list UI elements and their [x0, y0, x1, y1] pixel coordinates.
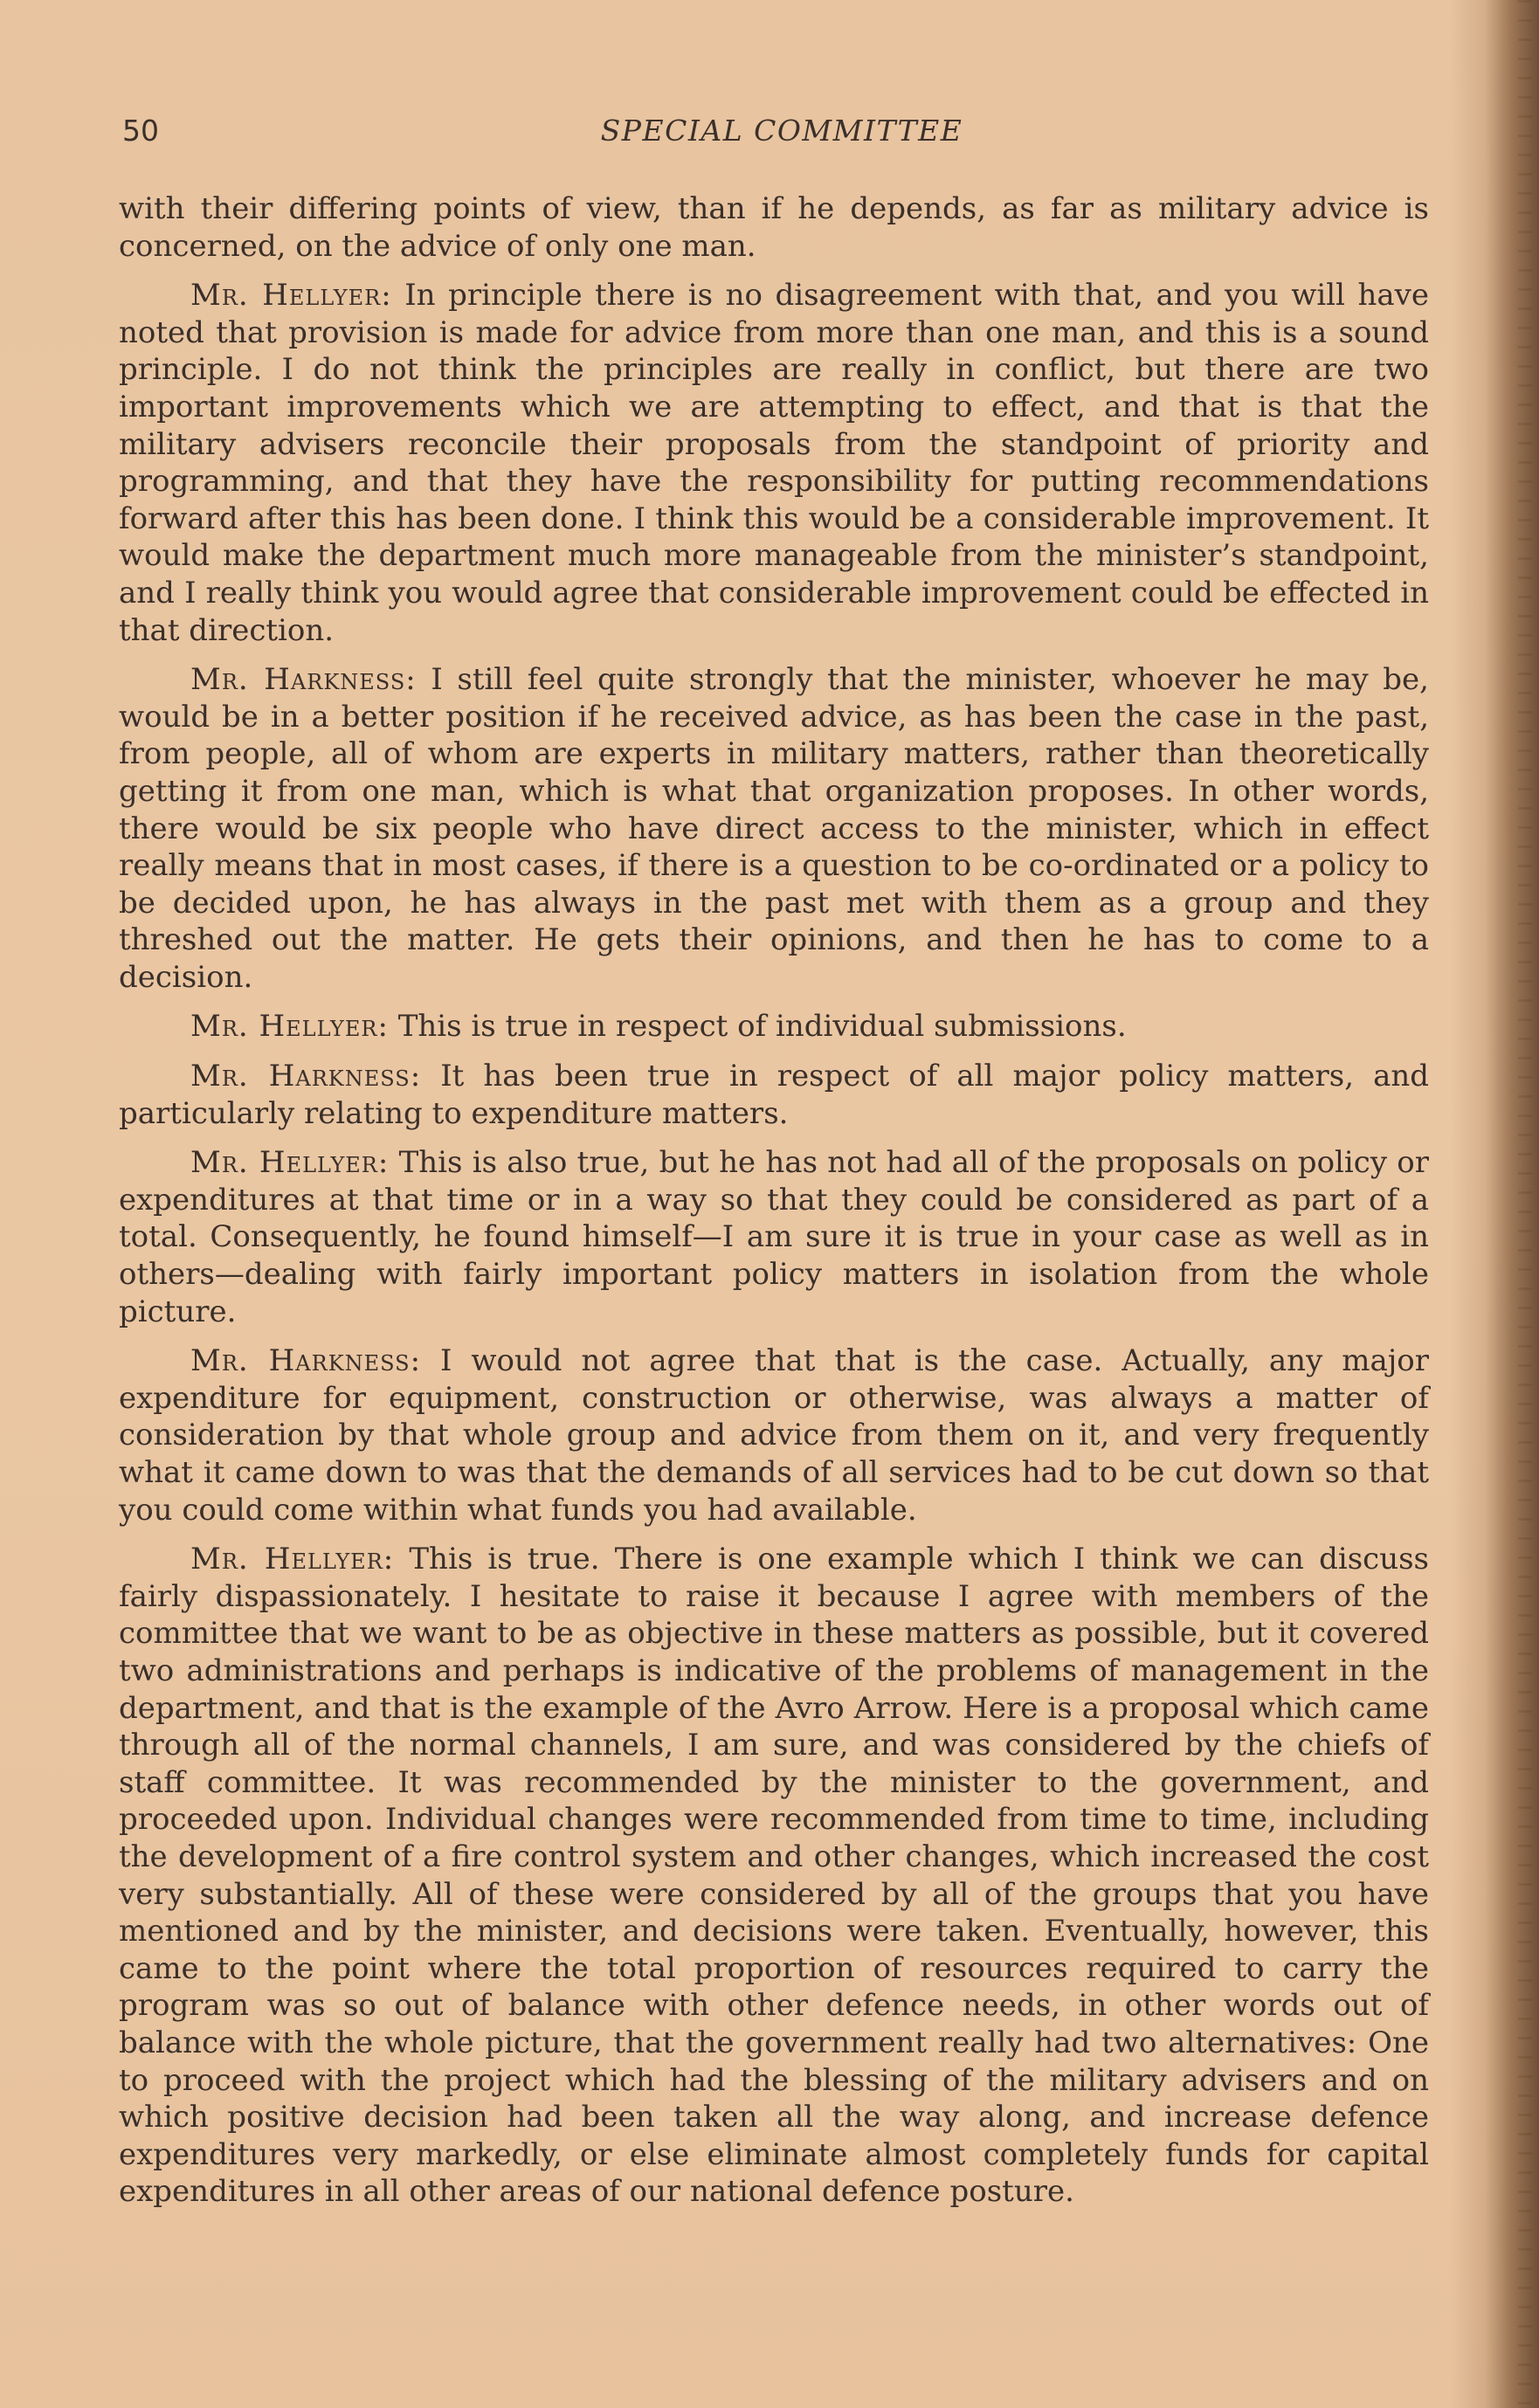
speaker-name: Mr. Harkness: [190, 662, 417, 698]
speaker-name: Mr. Hellyer: [190, 278, 392, 314]
paragraph-continuation [119, 190, 1429, 265]
paragraph-text: with their differing points of view, than if he depends, as far as military advice is concerned, on the advice of only one man. [119, 191, 1429, 264]
paragraph [119, 1144, 1429, 1330]
page-edge-shadow [1518, 0, 1532, 2408]
running-head: SPECIAL COMMITTEE [600, 114, 963, 148]
speaker-name: Mr. Harkness: [190, 1343, 422, 1379]
page-header [122, 114, 1441, 157]
page-number: 50 [122, 114, 159, 148]
paragraph-text: This is true in respect of individual submissions. [397, 1009, 1127, 1045]
body-text [119, 190, 1429, 2223]
paragraph [119, 1058, 1429, 1132]
paragraph-text: This is also true, but he has not had all of the proposals on policy or expenditures at that time or in a way so that they could be considered as part of a total. Consequently, he found himself—I am sure it is true in your case as well as in others—dealing with fairly important policy matters in isolation from the whole picture. [119, 1145, 1430, 1329]
paragraph [119, 1008, 1429, 1045]
speaker-name: Mr. Hellyer: [190, 1542, 395, 1577]
paragraph-text: I still feel quite strongly that the minister, whoever he may be, would be in a better position if he received advice, as has been the case in the past, from people, all of whom are experts in military matters, rather than theoretically getting it from one man, which is what that organization proposes. In other words, there would be six people who have direct access to the minister, which in effect really means that in most cases, if there is a question to be co-ordinated or a policy to be decided upon, he has always in the past met with them as a group and they threshed out the matter. He gets their opinions, and then he has to come to a decision. [119, 662, 1429, 995]
speaker-name: Mr. Harkness: [190, 1059, 422, 1094]
paragraph [119, 277, 1429, 649]
speaker-name: Mr. Hellyer: [190, 1145, 390, 1181]
paragraph [119, 1541, 1429, 2211]
paragraph [119, 661, 1429, 996]
paragraph-text: It has been true in respect of all major policy matters, and particularly relating to expenditure matters. [119, 1059, 1430, 1131]
paragraph-text: I would not agree that that is the case. Actually, any major expenditure for equipment, construction or otherwise, was always a matter of consideration by that whole group and advice from them on it, and very frequently what it came down to was that the demands of all services had to be cut down so that you could come within what funds you had available. [119, 1343, 1430, 1528]
paragraph-text: This is true. There is one example which I think we can discuss fairly dispassionately. I hesitate to raise it because I agree with members of the committee that we want to be as objective in these matters as possible, but it covered two administrations and perhaps is indicative of the problems of management in the department, and that is the example of the Avro Arrow. Here is a proposal which came through all of the normal channels, I am sure, and was considered by the chiefs of staff committee. It was recommended by the minister to the government, and proceeded upon. Individual changes were recommended from time to time, including the development of a fire control system and other changes, which increased the cost very substantially. All of these were considered by all of the groups that you have mentioned and by the minister, and decisions were taken. Eventually, however, this came to the point where the total proportion of resources required to carry the program was so out of balance with other defence needs, in other words out of balance with the whole picture, that the government really had two alternatives: One to proceed with the project which had the blessing of the military advisers and on which positive decision had been taken all the way along, and increase defence expenditures very markedly, or else eliminate almost completely funds for capital expenditures in all other areas of our national defence posture. [119, 1542, 1429, 2210]
paragraph-text: In principle there is no disagreement with that, and you will have noted that provision is made for advice from more than one man, and this is a sound principle. I do not think the principles are really in conflict, but there are two important improvements which we are attempting to effect, and that is that the military advisers reconcile their proposals from the standpoint of priority and programming, and that they have the responsibility for putting recommendations forward after this has been done. I think this would be a considerable improvement. It would make the department much more manageable from the minister’s standpoint, and I really think you would agree that considerable improvement could be effected in that direction. [119, 278, 1429, 648]
speaker-name: Mr. Hellyer: [190, 1009, 389, 1045]
paragraph [119, 1342, 1429, 1528]
